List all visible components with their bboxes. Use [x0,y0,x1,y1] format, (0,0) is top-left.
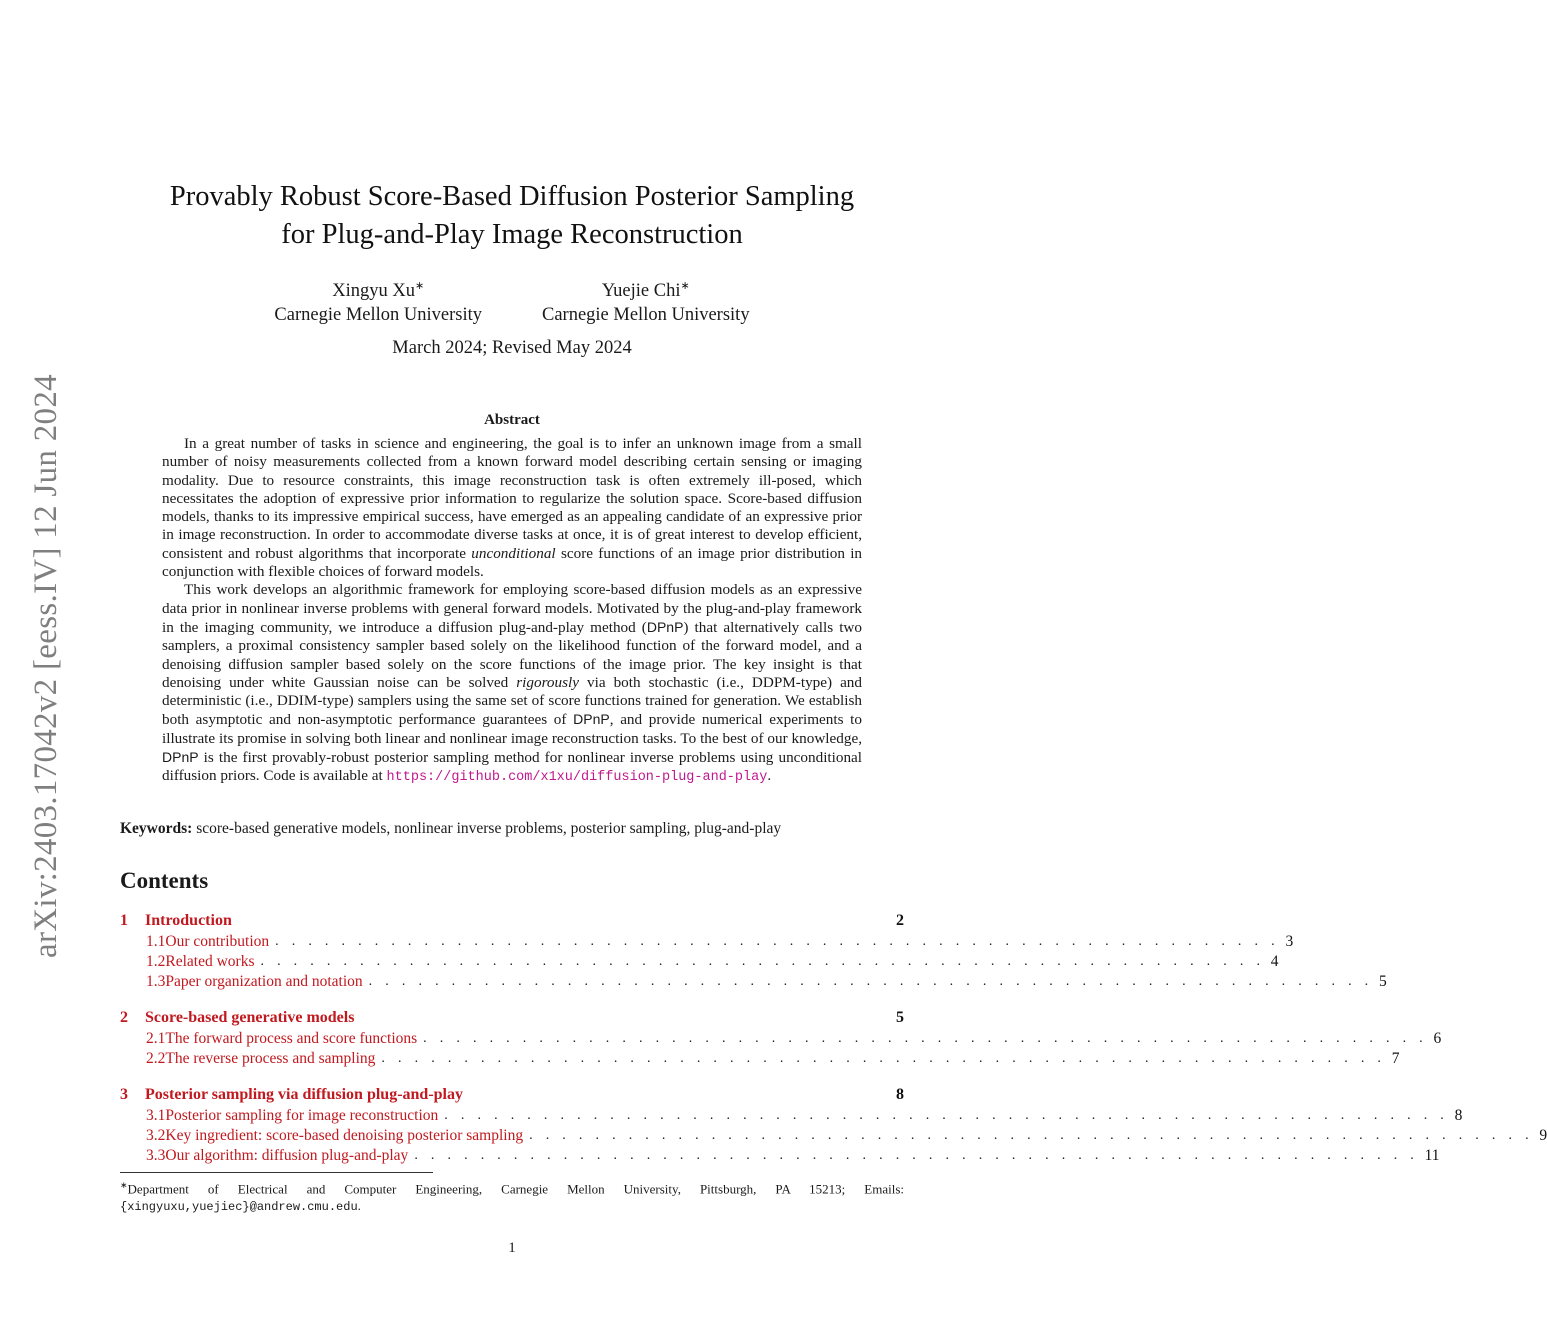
footnote-text: Department of Electrical and Computer Engineering, Carnegie Mellon University, Pittsburgh, PA 15213; Emails: [127,1181,904,1197]
page-number: 1 [508,1240,516,1256]
footnote-mark: ∗ [120,1180,128,1190]
abstract-heading: Abstract [484,412,540,428]
title-line-1: Provably Robust Score-Based Diffusion Posterior Sampling [169,181,855,212]
author-affiliation: Carnegie Mellon University [274,305,482,326]
author-affiliation: Carnegie Mellon University [542,305,750,326]
footnote-emails: {xingyuxu,yuejiec}@andrew.cmu.edu [120,1200,358,1215]
leader-dots: . . . . . . . . . . . . . . . . . . . . . . . . . . . . . . . . . . . . . . . . . . . . . . . . . . . . . . . . . . . . . [529,1128,1534,1143]
toc-entry[interactable]: 1.2 Related works . . . . . . . . . . . . . . . . . . . . . . . . . . . . . . . . . . . . . . . . . . . . . . . . . . . . . . . . . . . . . 4 [146,953,1279,970]
toc-entry[interactable]: 3.1 Posterior sampling for image reconstruction . . . . . . . . . . . . . . . . . . . . . . . . . . . . . . . . . . . . . . . . . . . . . . . . . . . . . . . . . . . . . 8 [146,1107,1463,1124]
toc-entry[interactable]: 1.3 Paper organization and notation . . . . . . . . . . . . . . . . . . . . . . . . . . . . . . . . . . . . . . . . . . . . . . . . . . . . . . . . . . . . . 5 [146,973,1387,990]
leader-dots: . . . . . . . . . . . . . . . . . . . . . . . . . . . . . . . . . . . . . . . . . . . . . . . . . . . . . . . . . . . . . [414,1148,1419,1163]
author-footnote-mark: ∗ [680,280,690,292]
leader-dots: . . . . . . . . . . . . . . . . . . . . . . . . . . . . . . . . . . . . . . . . . . . . . . . . . . . . . . . . . . . . . [368,974,1373,989]
method-name: DPnP [646,618,684,635]
toc-entry[interactable]: 3.3 Our algorithm: diffusion plug-and-play . . . . . . . . . . . . . . . . . . . . . . . . . . . . . . . . . . . . . . . . . . . . . . . . . . . . . . . . . . . . . 11 [146,1147,1440,1164]
title-line-2: for Plug-and-Play Image Reconstruction [281,219,743,250]
footnote-divider [120,1172,433,1173]
paper-title [120,178,904,254]
table-of-contents [120,910,1547,1166]
toc-entry[interactable]: 1.1 Our contribution . . . . . . . . . . . . . . . . . . . . . . . . . . . . . . . . . . . . . . . . . . . . . . . . . . . . . . . . . . . . . 3 [146,933,1294,950]
toc-section-posterior-sampling[interactable]: 3 Posterior sampling via diffusion plug-and-play 8 [120,1086,904,1103]
author-xu [274,274,482,327]
method-name: DPnP [162,749,199,766]
leader-dots: . . . . . . . . . . . . . . . . . . . . . . . . . . . . . . . . . . . . . . . . . . . . . . . . . . . . . . . . . . . . . [381,1051,1386,1066]
contents-heading: Contents [120,868,209,893]
code-repository-link[interactable]: https://github.com/x1xu/diffusion-plug-and-play [386,770,768,786]
author-footnote-mark: ∗ [414,280,425,292]
toc-entry[interactable]: 3.2 Key ingredient: score-based denoising posterior sampling . . . . . . . . . . . . . . . . . . . . . . . . . . . . . . . . . . . . . . . . . . . . . . . . . . . . . . . . . . . . . 9 [146,1127,1547,1144]
toc-section-score-based-models[interactable]: 2 Score-based generative models 5 [120,1009,904,1026]
abstract-body [162,435,862,788]
toc-entry[interactable]: 2.2 The reverse process and sampling . . . . . . . . . . . . . . . . . . . . . . . . . . . . . . . . . . . . . . . . . . . . . . . . . . . . . . . . . . . . . 7 [146,1050,1400,1067]
keywords [120,820,904,838]
keywords-label: Keywords: [120,820,193,837]
keywords-text: score-based generative models, nonlinear inverse problems, posterior sampling, plug-and-play [196,820,782,837]
method-name: DPnP [573,711,610,728]
leader-dots: . . . . . . . . . . . . . . . . . . . . . . . . . . . . . . . . . . . . . . . . . . . . . . . . . . . . . . . . . . . . . [260,954,1265,969]
arxiv-identifier-stamp: arXiv:2403.17042v2 [eess.IV] 12 Jun 2024 [28,374,64,958]
abstract-paragraph-2: This work develops an algorithmic framework for employing score-based diffusion models as an expressive data prior in nonlinear inverse problems with general forward models. Motivated by the plug-and-play framework in the imaging community, we introduce a diffusion plug-and-play method (DPnP) that alternatively calls two samplers, a proximal consistency sampler based solely on the likelihood function of the forward model, and a denoising diffusion sampler based solely on the score functions of the image prior. The key insight is that denoising under white Gaussian noise can be solved rigorously via both stochastic (i.e., DDPM-type) and deterministic (i.e., DDIM-type) samplers using the same set of score functions trained for generation. We establish both asymptotic and non-asymptotic performance guarantees of DPnP, and provide numerical experiments to illustrate its promise in solving both linear and nonlinear image reconstruction tasks. To the best of our knowledge, DPnP is the first provably-robust posterior sampling method for nonlinear inverse problems using unconditional diffusion priors. Code is available at https://github.com/x1xu/diffusion-plug-and-play. [162,581,862,786]
abstract-paragraph-1: In a great number of tasks in science and engineering, the goal is to infer an unknown image from a small number of noisy measurements collected from a known forward model describing certain sensing or imaging modality. Due to resource constraints, this image reconstruction task is often extremely ill-posed, which necessitates the adoption of expressive prior information to regularize the solution space. Score-based diffusion models, thanks to its impressive empirical success, have emerged as an appealing candidate of an expressive prior in image reconstruction. In order to accommodate diverse tasks at once, it is of great interest to develop efficient, consistent and robust algorithms that incorporate unconditional score functions of an image prior distribution in conjunction with flexible choices of forward models. [162,435,863,581]
footnote: ∗Department of Electrical and Computer Engineering, Carnegie Mellon University, Pittsburgh, PA 15213; Emails: {xingyuxu,yuejiec}@andrew.cmu.edu. [120,1180,904,1215]
leader-dots: . . . . . . . . . . . . . . . . . . . . . . . . . . . . . . . . . . . . . . . . . . . . . . . . . . . . . . . . . . . . . [423,1031,1428,1046]
toc-section-introduction[interactable]: 1 Introduction 2 [120,912,904,929]
leader-dots: . . . . . . . . . . . . . . . . . . . . . . . . . . . . . . . . . . . . . . . . . . . . . . . . . . . . . . . . . . . . . [444,1108,1449,1123]
author-name: Yuejie Chi [601,281,681,302]
toc-entry[interactable]: 2.1 The forward process and score functions . . . . . . . . . . . . . . . . . . . . . . . . . . . . . . . . . . . . . . . . . . . . . . . . . . . . . . . . . . . . . 6 [146,1030,1442,1047]
author-list [120,274,904,327]
paper-date: March 2024; Revised May 2024 [392,338,632,358]
author-name: Xingyu Xu [332,281,415,302]
author-chi [542,274,750,327]
leader-dots: . . . . . . . . . . . . . . . . . . . . . . . . . . . . . . . . . . . . . . . . . . . . . . . . . . . . . . . . . . . . . [275,934,1280,949]
